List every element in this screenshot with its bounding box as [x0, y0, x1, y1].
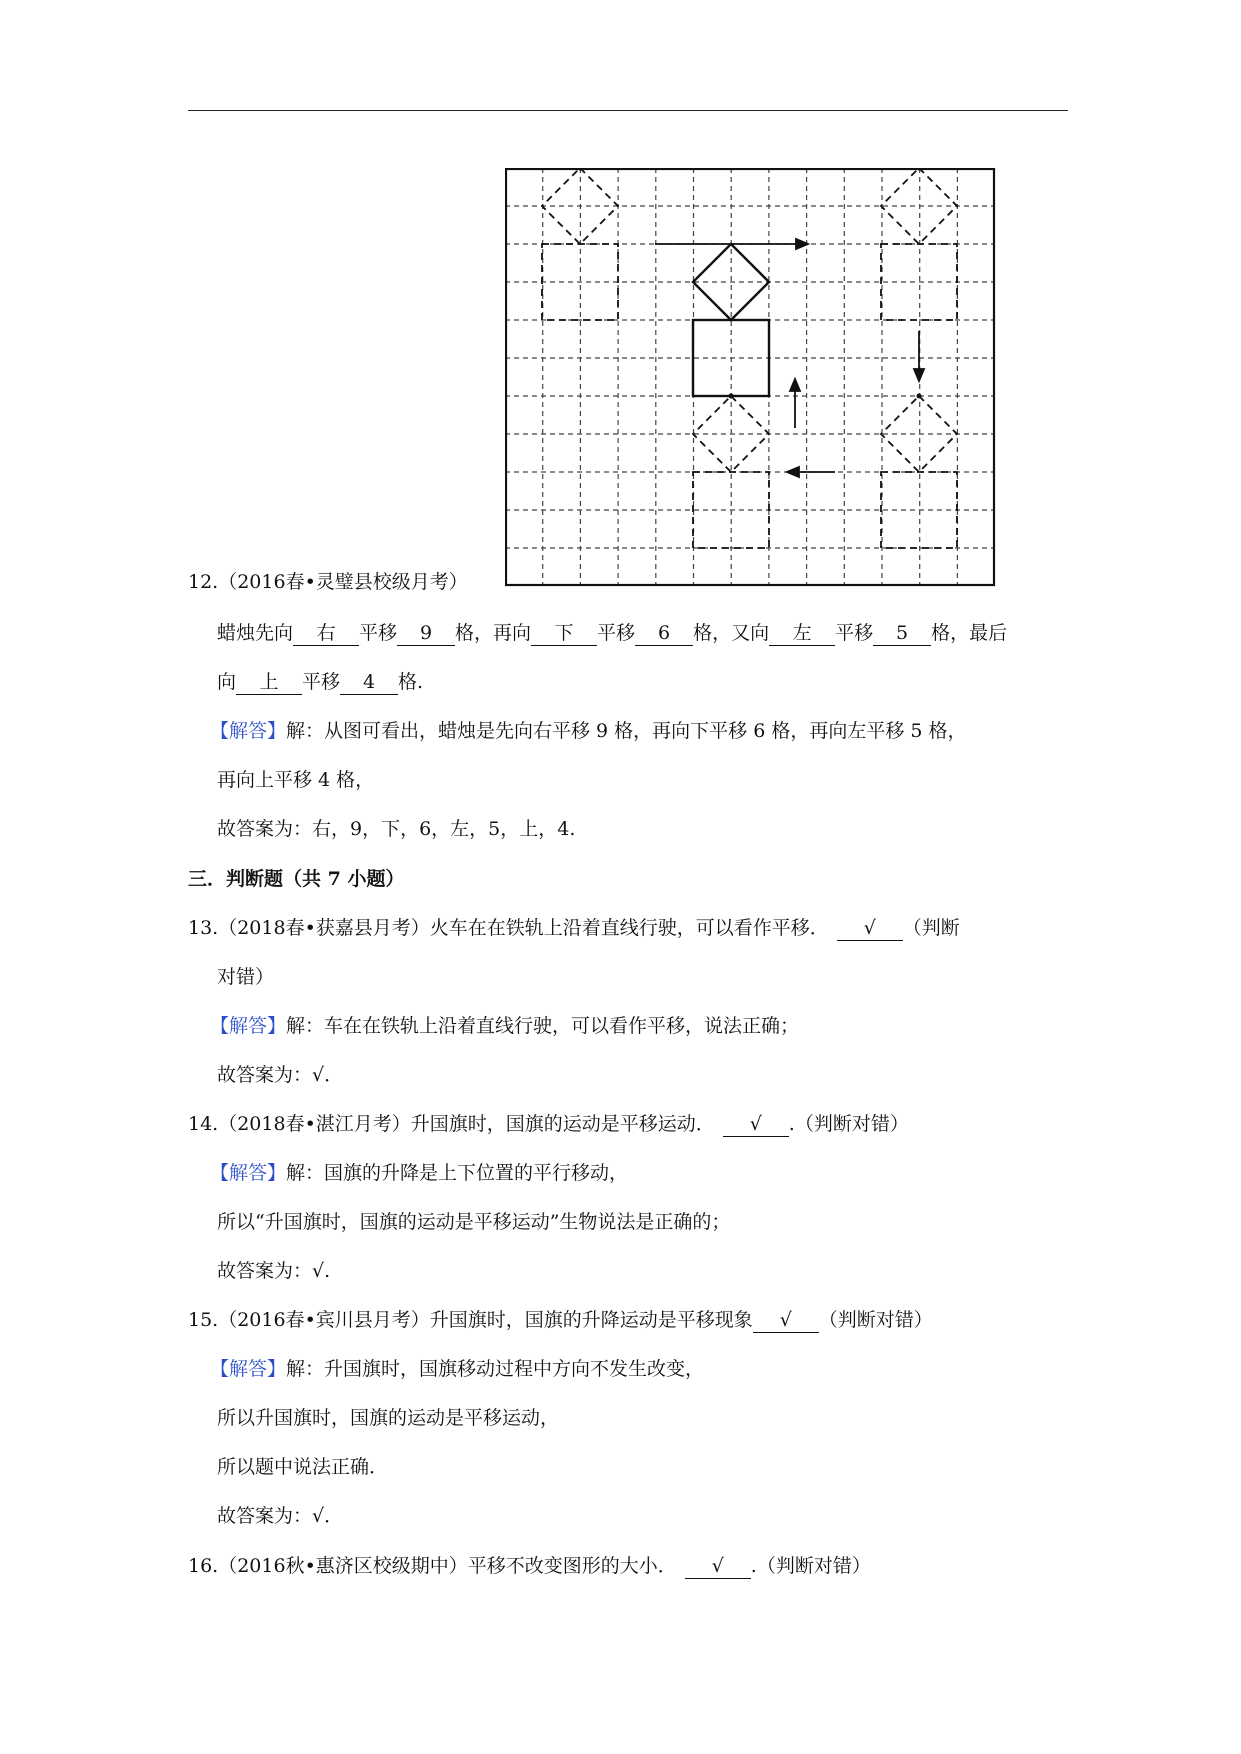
answer-blank: 下 — [531, 621, 597, 646]
answer-blank: 左 — [769, 621, 835, 646]
question-source: （2016春•灵璧县校级月考） — [218, 571, 468, 593]
answer-blank: 9 — [397, 621, 455, 646]
analysis-tag: 【解答】 — [210, 1358, 287, 1380]
answer-blank: 4 — [340, 670, 398, 695]
q15-analysis-cont: 所以题中说法正确． — [217, 1456, 389, 1478]
header-rule — [188, 110, 1068, 111]
q14-analysis: 【解答】解：国旗的升降是上下位置的平行移动， — [210, 1162, 629, 1184]
q15-question: 15.（2016春•宾川县月考）升国旗时，国旗的升降运动是平移现象 √ （判断对错） — [188, 1309, 933, 1331]
q13-answer: 故答案为：√． — [217, 1064, 344, 1086]
question-number: 12. — [188, 571, 219, 593]
answer-blank: 6 — [635, 621, 693, 646]
analysis-tag: 【解答】 — [210, 1162, 287, 1184]
q15-answer: 故答案为：√． — [217, 1505, 344, 1527]
q12-analysis-cont: 再向上平移 4 格， — [217, 769, 375, 791]
analysis-tag: 【解答】 — [210, 1015, 287, 1037]
answer-blank: √ — [753, 1308, 819, 1333]
q12-question: 蜡烛先向 右 平移 9 格，再向 下 平移 6 格，又向 左 平移 5 格，最后 — [217, 622, 1008, 644]
candle-translation-grid — [505, 168, 999, 588]
answer-blank: 5 — [873, 621, 931, 646]
q15-analysis-cont: 所以升国旗时，国旗的运动是平移运动， — [217, 1407, 560, 1429]
q12-answer: 故答案为：右，9，下，6，左，5，上，4. — [217, 818, 576, 840]
q14-answer: 故答案为：√. — [217, 1260, 331, 1282]
q14-analysis-cont: 所以“升国旗时，国旗的运动是平移运动”生物说法是正确的； — [217, 1211, 731, 1233]
analysis-tag: 【解答】 — [210, 720, 287, 742]
q15-analysis: 【解答】解：升国旗时，国旗移动过程中方向不发生改变， — [210, 1358, 705, 1380]
q12-question-cont: 向 上 平移 4 格. — [217, 671, 424, 693]
q16-question: 16.（2016秋•惠济区校级期中）平移不改变图形的大小． √ .（判断对错） — [188, 1555, 871, 1577]
q12-analysis: 【解答】解：从图可看出，蜡烛是先向右平移 9 格，再向下平移 6 格，再向左平移 5 格， — [210, 720, 967, 742]
q14-question: 14.（2018春•湛江月考）升国旗时，国旗的运动是平移运动． √ .（判断对错） — [188, 1113, 909, 1135]
q13-question: 13.（2018春•获嘉县月考）火车在在铁轨上沿着直线行驶，可以看作平移． √ （判断 — [188, 917, 960, 939]
answer-blank: 上 — [236, 670, 302, 695]
answer-blank: √ — [685, 1554, 751, 1579]
candle-original — [693, 244, 769, 396]
section-title: 三．判断题（共 7 小题） — [188, 868, 405, 890]
q13-question-cont: 对错） — [217, 966, 275, 988]
q13-analysis: 【解答】解：车在在铁轨上沿着直线行驶，可以看作平移，说法正确； — [210, 1015, 800, 1037]
answer-blank: √ — [723, 1112, 789, 1137]
answer-blank: 右 — [293, 621, 359, 646]
q12-header — [188, 569, 468, 595]
answer-blank: √ — [837, 916, 903, 941]
